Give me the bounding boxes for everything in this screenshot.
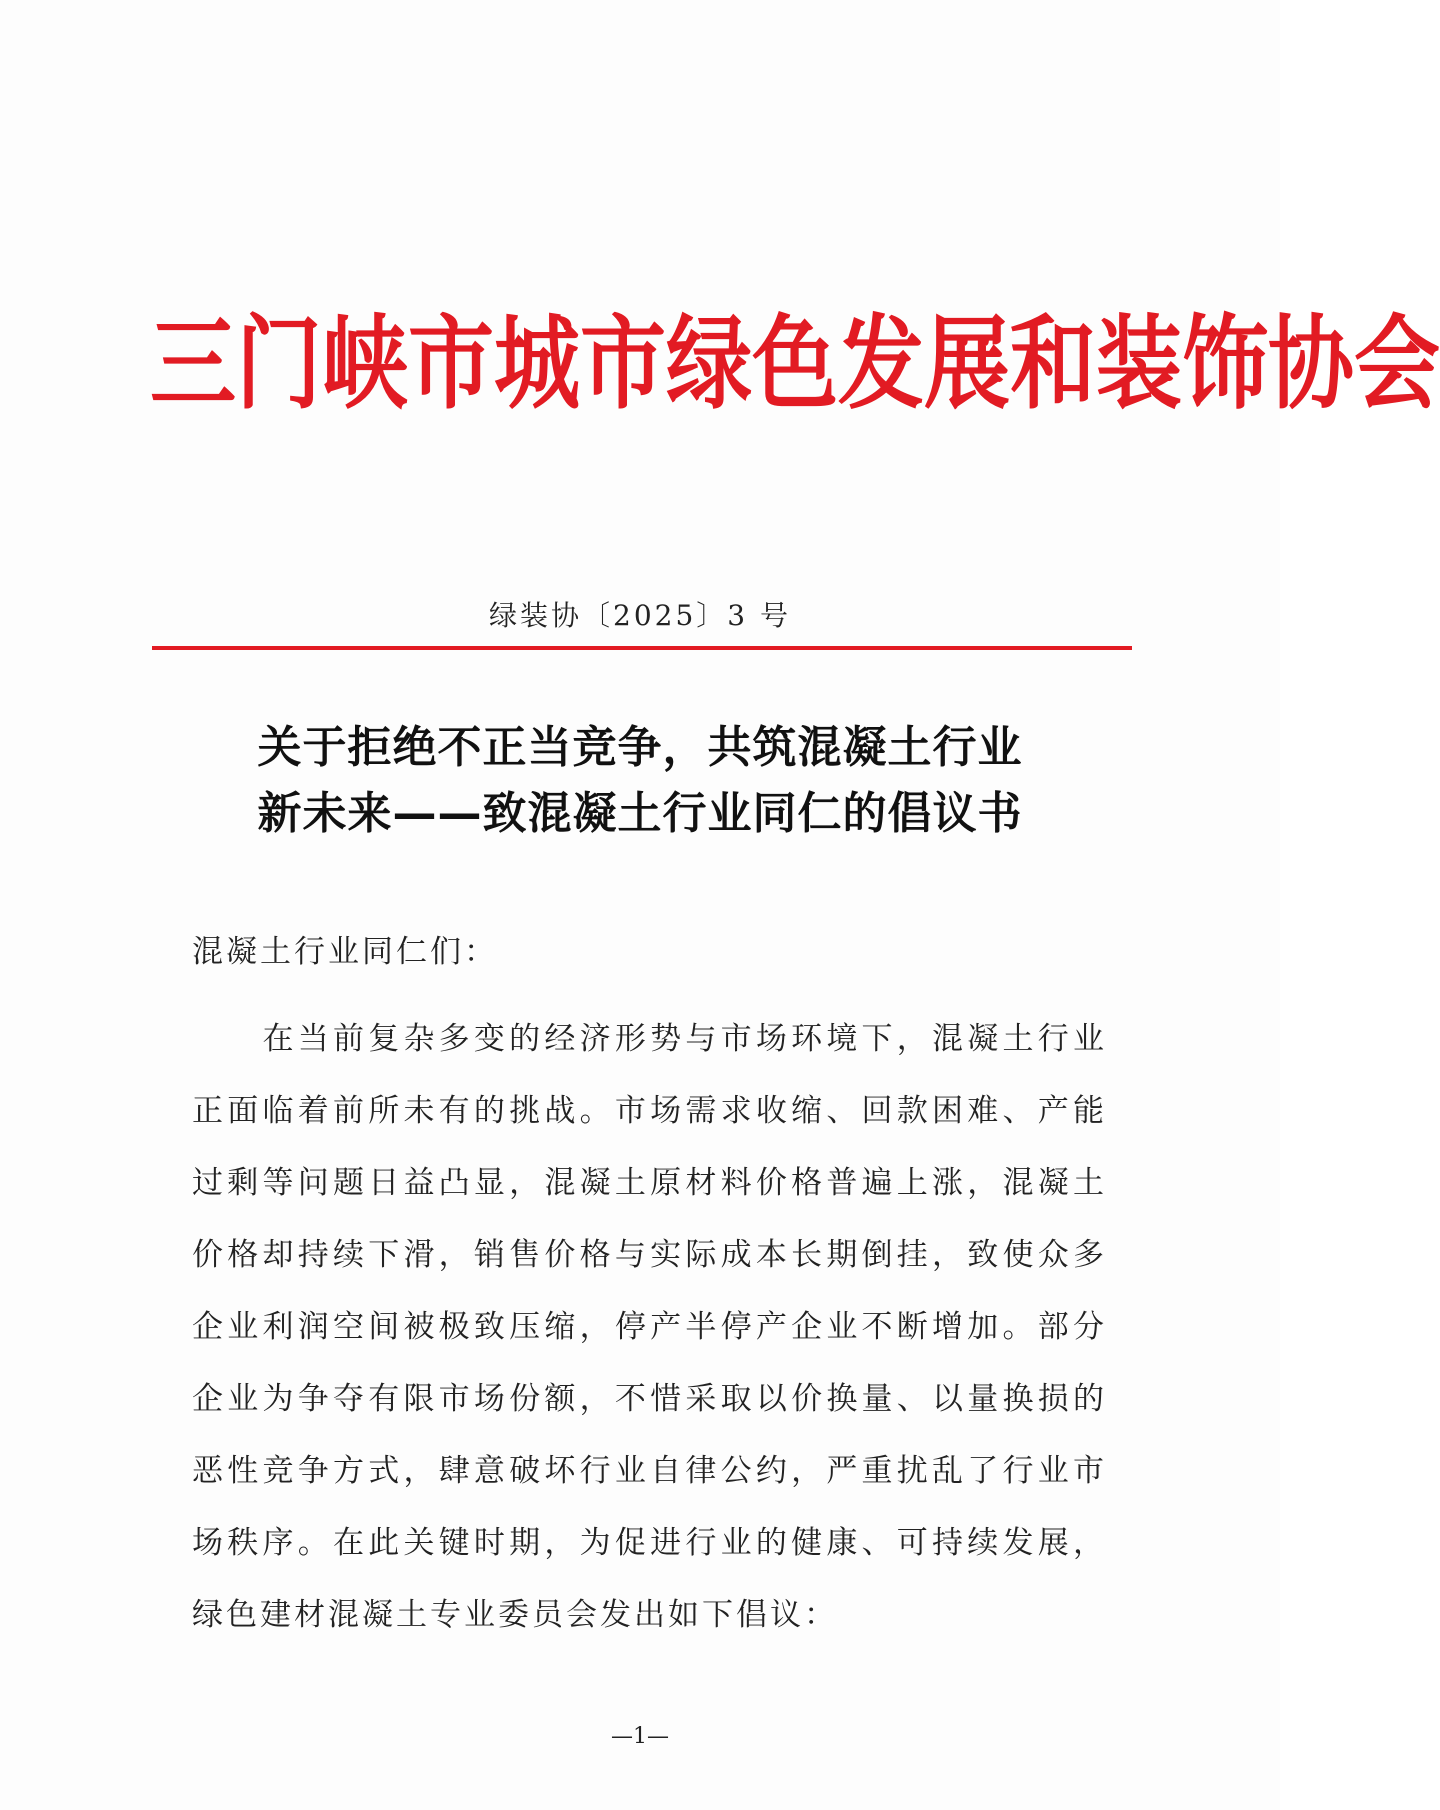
title-line-2: 新未来——致混凝土行业同仁的倡议书 — [257, 788, 1023, 839]
body-line: 价格却持续下滑，销售价格与实际成本长期倒挂，致使众多 — [192, 1237, 1107, 1273]
body-line: 绿色建材混凝土专业委员会发出如下倡议： — [192, 1597, 838, 1633]
body-line: 恶性竞争方式，肆意破坏行业自律公约，严重扰乱了行业市 — [192, 1453, 1107, 1489]
salutation: 混凝土行业同仁们： — [192, 934, 498, 970]
document-number: 绿装协〔2025〕3 号 — [489, 599, 791, 632]
organization-header: 三门峡市城市绿色发展和装饰协会 — [150, 305, 1440, 424]
body-line: 正面临着前所未有的挑战。市场需求收缩、回款困难、产能 — [192, 1093, 1107, 1129]
body-paragraph — [192, 1003, 1107, 1651]
page-number: —1— — [611, 1724, 669, 1749]
body-line: 过剩等问题日益凸显，混凝土原材料价格普遍上涨，混凝土 — [192, 1165, 1107, 1201]
body-line: 场秩序。在此关键时期，为促进行业的健康、可持续发展， — [192, 1525, 1107, 1561]
document-title — [0, 715, 1280, 847]
body-line: 企业利润空间被极致压缩，停产半停产企业不断增加。部分 — [192, 1309, 1107, 1345]
red-divider-line — [152, 646, 1132, 650]
body-line: 企业为争夺有限市场份额，不惜采取以价换量、以量换损的 — [192, 1381, 1107, 1417]
title-line-1: 关于拒绝不正当竞争，共筑混凝土行业 — [257, 722, 1023, 773]
body-line: 在当前复杂多变的经济形势与市场环境下，混凝土行业 — [192, 1021, 1107, 1057]
